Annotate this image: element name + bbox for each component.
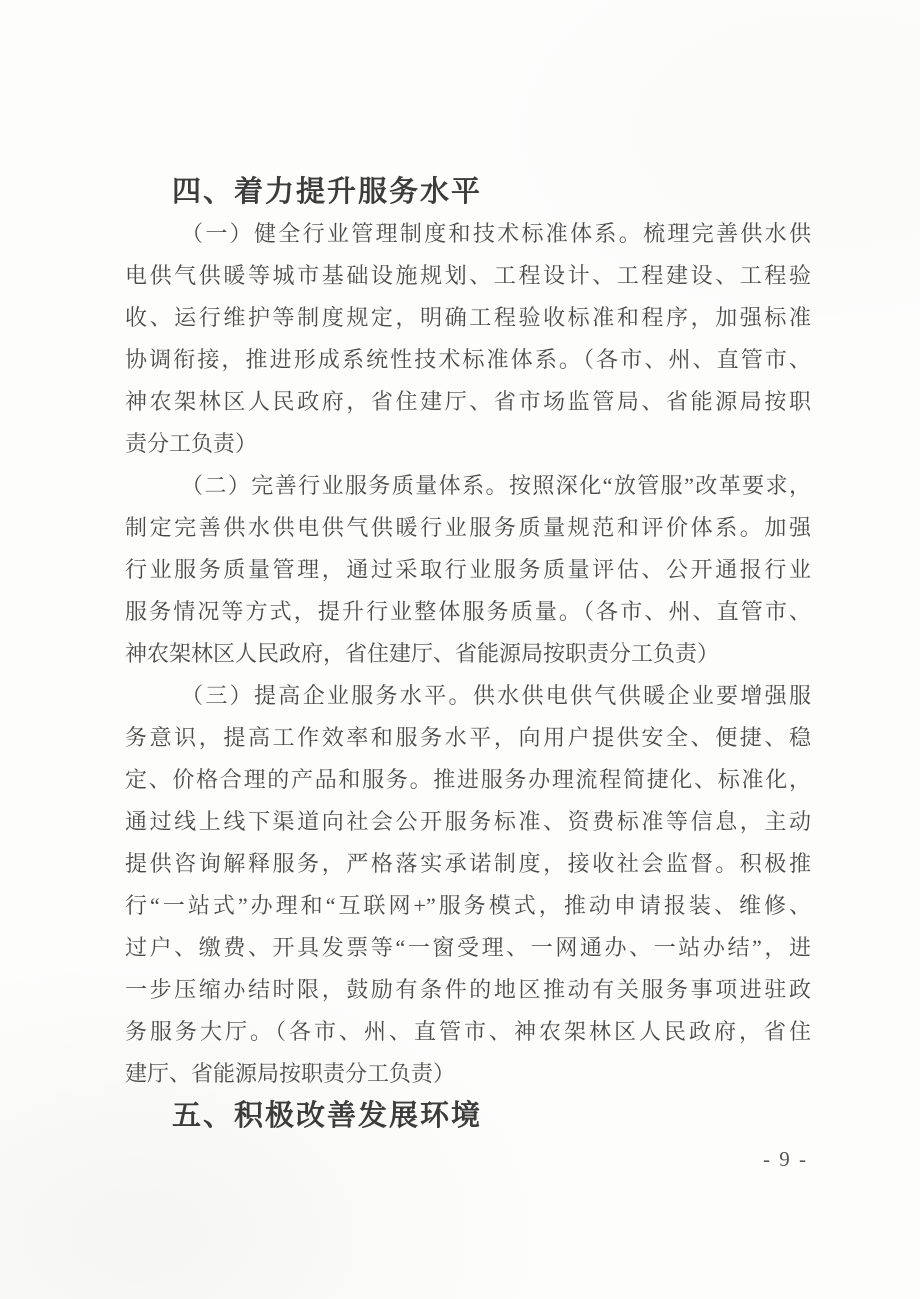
document-line: 一步压缩办结时限，鼓励有条件的地区推动有关服务事项进驻政	[125, 977, 811, 1002]
page-number: - 9 -	[763, 1147, 808, 1171]
paragraph	[125, 675, 811, 1095]
document-line: 通过线上线下渠道向社会公开服务标准、资费标准等信息，主动	[125, 809, 811, 834]
document-line: 务服务大厅。（各市、州、直管市、神农架林区人民政府，省住	[125, 1019, 811, 1044]
document-line: 行“一站式”办理和“互联网+”服务模式，推动申请报装、维修、	[125, 893, 811, 918]
document-line: 收、运行维护等制度规定，明确工程验收标准和程序，加强标准	[125, 305, 811, 330]
document-line: （一）健全行业管理制度和技术标准体系。梳理完善供水供	[181, 221, 811, 246]
document-line: 务意识，提高工作效率和服务水平，向用户提供安全、便捷、稳	[125, 725, 811, 750]
document-line: 行业服务质量管理，通过采取行业服务质量评估、公开通报行业	[125, 557, 811, 582]
document-line: 责分工负责）	[125, 431, 258, 456]
document-line: 定、价格合理的产品和服务。推进服务办理流程简捷化、标准化，	[125, 767, 811, 792]
document-line: 神农架林区人民政府，省住建厅、省市场监管局、省能源局按职	[125, 389, 811, 414]
document-line: 服务情况等方式，提升行业整体服务质量。（各市、州、直管市、	[125, 599, 811, 624]
document-line: 提供咨询解释服务，严格落实承诺制度，接收社会监督。积极推	[125, 851, 811, 876]
document-line: 建厅、省能源局按职责分工负责）	[125, 1061, 456, 1086]
document-line: 协调衔接，推进形成系统性技术标准体系。（各市、州、直管市、	[125, 347, 811, 372]
document-line: 制定完善供水供电供气供暖行业服务质量规范和评价体系。加强	[125, 515, 811, 540]
paragraph	[125, 213, 811, 465]
paragraph	[125, 465, 811, 675]
document-line: 过户、缴费、开具发票等“一窗受理、一网通办、一站办结”，进	[125, 935, 811, 960]
document-line: 电供气供暖等城市基础设施规划、工程设计、工程建设、工程验	[125, 263, 811, 288]
document-line: （三）提高企业服务水平。供水供电供气供暖企业要增强服	[181, 683, 811, 708]
section-heading: 四、着力提升服务水平	[172, 176, 483, 208]
document-line: 神农架林区人民政府，省住建厅、省能源局按职责分工负责）	[125, 641, 720, 666]
document-line: （二）完善行业服务质量体系。按照深化“放管服”改革要求，	[181, 473, 811, 498]
section-heading: 五、积极改善发展环境	[172, 1100, 483, 1132]
document-body	[125, 171, 811, 1137]
